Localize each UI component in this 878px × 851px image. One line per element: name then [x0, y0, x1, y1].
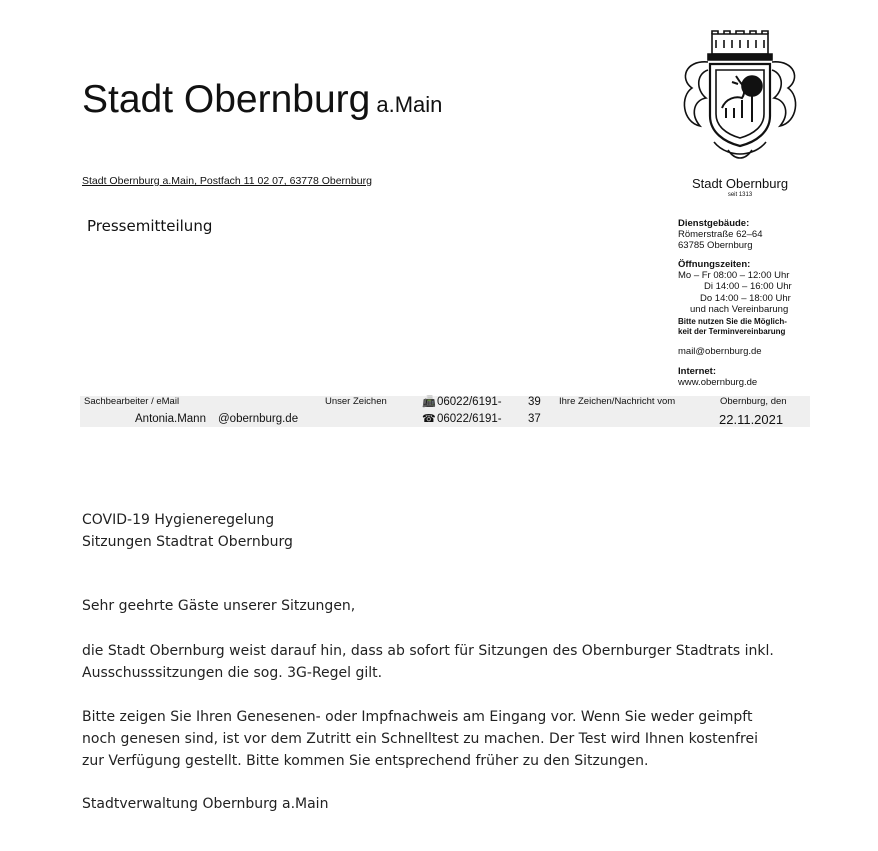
- sender-address-line: Stadt Obernburg a.Main, Postfach 11 02 07, 63778 Obernburg: [82, 175, 372, 187]
- place-date-label: Obernburg, den: [720, 396, 787, 407]
- letterhead-title: [82, 78, 442, 122]
- document-type: Pressemitteilung: [87, 217, 213, 235]
- hours-line-4: und nach Vereinbarung: [690, 304, 789, 315]
- hours-label: Öffnungszeiten:: [678, 259, 751, 270]
- crest-since: seit 1313: [727, 192, 753, 198]
- clerk-email-domain: @obernburg.de: [218, 413, 299, 425]
- paragraph-1-line-1: die Stadt Obernburg weist darauf hin, dass ab sofort für Sitzungen des Obernburger Stadtrats inkl.: [82, 643, 774, 659]
- salutation: Sehr geehrte Gäste unserer Sitzungen,: [82, 598, 356, 614]
- your-sign-label: Ihre Zeichen/Nachricht vom: [559, 396, 676, 407]
- internet-label: Internet:: [678, 366, 716, 377]
- hours-line-3: Do 14:00 – 18:00 Uhr: [700, 293, 791, 304]
- fax-number: 06022/6191-: [437, 396, 502, 408]
- city-suffix: a.Main: [376, 92, 443, 117]
- crest-caption: Stadt Obernburg: [691, 176, 789, 191]
- email-link[interactable]: mail@obernburg.de: [678, 346, 762, 357]
- subject-line-1: COVID-19 Hygieneregelung: [82, 512, 275, 528]
- appointment-note-1: Bitte nutzen Sie die Möglich-: [678, 317, 787, 326]
- paragraph-1-line-2: Ausschusssitzungen die sog. 3G-Regel gilt.: [82, 665, 383, 681]
- hours-line-1: Mo – Fr 08:00 – 12:00 Uhr: [678, 270, 790, 281]
- phone-number: 06022/6191-: [437, 413, 502, 425]
- clerk-label: Sachbearbeiter / eMail: [84, 396, 180, 407]
- city-name: Stadt Obernburg: [82, 78, 371, 121]
- our-sign-label: Unser Zeichen: [325, 396, 387, 407]
- fax-icon: 📠: [422, 396, 436, 408]
- closing: Stadtverwaltung Obernburg a.Main: [82, 796, 329, 812]
- website-link[interactable]: www.obernburg.de: [678, 377, 758, 388]
- building-city: 63785 Obernburg: [678, 240, 753, 251]
- subject-line-2: Sitzungen Stadtrat Obernburg: [82, 534, 293, 550]
- phone-extension: 37: [528, 413, 541, 425]
- paragraph-2-line-3: zur Verfügung gestellt. Bitte kommen Sie entsprechend früher zu den Sitzungen.: [82, 753, 649, 769]
- paragraph-2-line-2: noch genesen sind, ist vor dem Zutritt ein Schnelltest zu machen. Der Test wird Ihnen kostenfrei: [82, 731, 758, 747]
- phone-icon: ☎: [422, 413, 436, 425]
- coat-of-arms-icon: [678, 30, 802, 162]
- clerk-name: Antonia.Mann: [135, 413, 206, 425]
- appointment-note-2: keit der Terminvereinbarung: [678, 327, 786, 336]
- paragraph-2-line-1: Bitte zeigen Sie Ihren Genesenen- oder Impfnachweis am Eingang vor. Wenn Sie weder geimpft: [82, 709, 753, 725]
- hours-line-2: Di 14:00 – 16:00 Uhr: [704, 281, 792, 292]
- fax-extension: 39: [528, 396, 541, 408]
- building-label: Dienstgebäude:: [678, 218, 750, 229]
- building-street: Römerstraße 62–64: [678, 229, 763, 240]
- letter-date: 22.11.2021: [719, 412, 784, 427]
